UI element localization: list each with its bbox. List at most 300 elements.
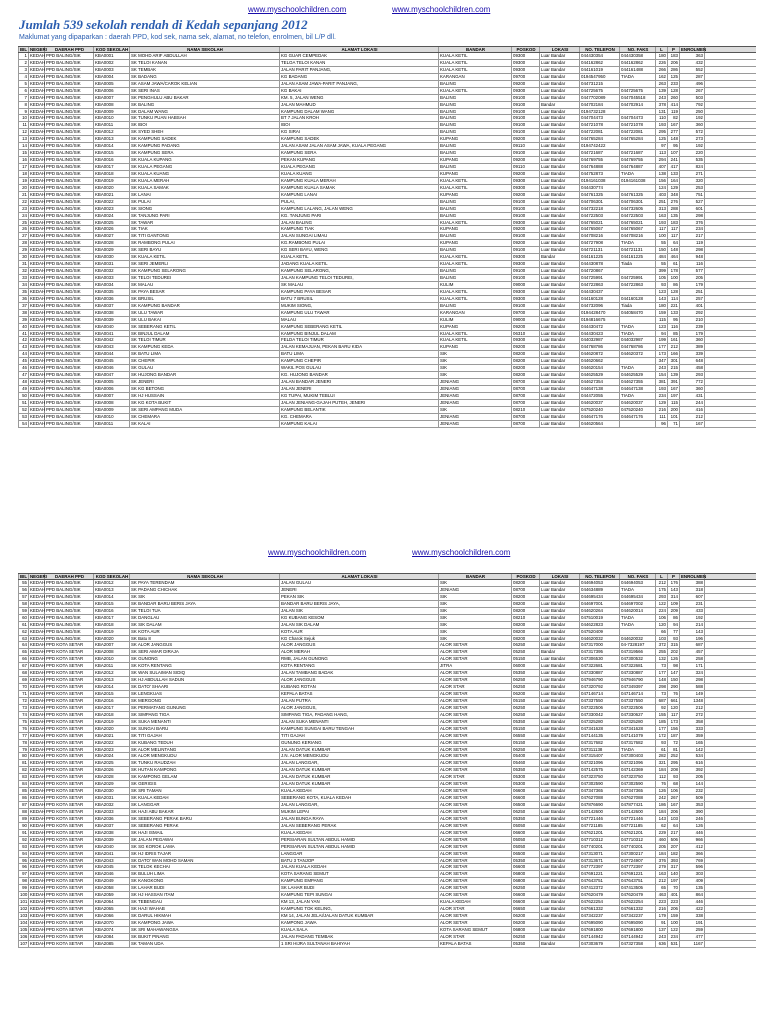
- table-row: [18, 386, 756, 393]
- table-cell: KEDAH: [30, 697, 46, 703]
- table-cell: JENIANG: [439, 587, 512, 593]
- table-cell: KG BAKAI: [280, 88, 439, 94]
- site-link[interactable]: www.myschoolchildren.com: [268, 548, 367, 557]
- table-cell: 399: [656, 268, 668, 274]
- table-cell: SK MALAU: [280, 282, 439, 288]
- table-cell: 133: [668, 171, 680, 177]
- table-cell: 389: [680, 344, 705, 350]
- table-cell: SK TELOI TUA: [130, 608, 280, 614]
- table-cell: PPD BALING/SIK: [45, 358, 94, 364]
- table-cell: KEDAH: [30, 836, 46, 842]
- table-cell: 044721687: [580, 150, 620, 156]
- table-cell: PPD BALING/SIK: [45, 351, 94, 357]
- table-cell: 06250: [512, 642, 540, 648]
- table-cell: 047412372: [580, 885, 620, 891]
- table-cell: PPD BALING/SIK: [45, 636, 94, 642]
- table-cell: 313: [656, 206, 668, 212]
- table-cell: PPD KOTA SETAR: [45, 844, 94, 850]
- table-cell: KEDAH: [30, 233, 46, 239]
- table-cell: KBA0018: [94, 622, 130, 628]
- table-cell: 06600: [512, 795, 540, 801]
- table-cell: KUALA KEDAH: [280, 788, 439, 794]
- table-cell: SK SIONG: [130, 206, 280, 212]
- table-cell: ALOR SETAR: [439, 781, 512, 787]
- table-cell: 06600: [512, 864, 540, 870]
- table-cell: 148: [668, 247, 680, 253]
- table-cell: 258: [680, 656, 705, 662]
- table-cell: 73: [656, 663, 668, 669]
- table-cell: SK KOTA RENTANG: [130, 663, 280, 669]
- table-cell: 0194428470: [580, 310, 620, 316]
- table-cell: 290: [668, 684, 680, 690]
- table-cell: 251: [656, 199, 668, 205]
- table-cell: 09100: [512, 109, 540, 115]
- table-row: [18, 226, 756, 233]
- table-cell: 044647138: [580, 386, 620, 392]
- table-cell: 044162862: [580, 60, 620, 66]
- table-cell: SK TUNKU RAUDZAH: [130, 760, 280, 766]
- table-cell: 06650: [512, 906, 540, 912]
- table-cell: 5: [18, 81, 29, 87]
- table-cell: SIK: [439, 351, 512, 357]
- table-cell: 09100: [512, 233, 540, 239]
- table-cell: 206: [668, 906, 680, 912]
- table-cell: 047319566: [620, 649, 656, 655]
- table-cell: Luar Bandar: [540, 670, 580, 676]
- table-cell: 86: [18, 795, 29, 801]
- table-cell: 117: [656, 226, 668, 232]
- table-cell: 044647138: [620, 386, 656, 392]
- table-cell: SK PADANG CHICHAK: [130, 587, 280, 593]
- column-header: POSKOD: [512, 47, 540, 52]
- table-cell: SK TAWAR: [130, 220, 280, 226]
- table-cell: 366: [680, 851, 705, 857]
- table-cell: BALING: [439, 143, 512, 149]
- table-cell: PPD BALING/SIK: [45, 275, 94, 281]
- table-row: [18, 136, 756, 143]
- table-cell: SK PAYA TERENDAM: [130, 580, 280, 586]
- table-cell: 047347365: [620, 788, 656, 794]
- table-cell: Luar Bandar: [540, 795, 580, 801]
- table-cell: 044708216: [620, 233, 656, 239]
- table-cell: SIK: [439, 365, 512, 371]
- table-cell: 298: [680, 213, 705, 219]
- site-link[interactable]: www.myschoolchildren.com: [412, 548, 511, 557]
- table-cell: TIADA: [620, 393, 656, 399]
- table-cell: 147: [668, 670, 680, 676]
- table-cell: 864: [680, 892, 705, 898]
- table-cell: SK TELOI KANAN: [130, 60, 280, 66]
- table-cell: KEDAH: [30, 739, 46, 745]
- table-cell: 792: [680, 102, 705, 108]
- table-cell: Luar Bandar: [540, 53, 580, 59]
- table-cell: 318: [680, 587, 705, 593]
- table-row: [18, 712, 756, 719]
- table-cell: Luar Bandar: [540, 143, 580, 149]
- table-cell: SK LENGKUAS: [130, 691, 280, 697]
- table-cell: PPD BALING/SIK: [45, 178, 94, 184]
- table-cell: 401: [668, 892, 680, 898]
- site-link[interactable]: www.myschoolchildren.com: [392, 5, 491, 14]
- table-cell: KUALA KETIL: [439, 88, 512, 94]
- table-cell: 824: [680, 164, 705, 170]
- table-cell: 81: [668, 747, 680, 753]
- table-cell: JALAN DATUK KUMBAR: [280, 747, 439, 753]
- table-cell: 205: [656, 844, 668, 850]
- table-cell: 266: [656, 67, 668, 73]
- table-cell: KBA0005: [94, 379, 130, 385]
- table-cell: KBA2038: [94, 830, 130, 836]
- table-cell: 215: [668, 365, 680, 371]
- table-cell: KM. 5, JALAN WENG: [280, 95, 439, 101]
- table-cell: KEDAH: [30, 115, 46, 121]
- table-cell: KBA0015: [94, 601, 130, 607]
- table-row: [18, 213, 756, 220]
- table-cell: 06800: [512, 878, 540, 884]
- table-cell: KBA0013: [94, 587, 130, 593]
- table-cell: KBA2023: [94, 747, 130, 753]
- table-cell: 96: [656, 421, 668, 427]
- table-cell: JALAN PADANG TEMBAK: [280, 934, 439, 940]
- table-cell: ALOR SETAR: [439, 733, 512, 739]
- table-cell: PPD KOTA SETAR: [45, 691, 94, 697]
- table-cell: BALING: [439, 164, 512, 170]
- table-cell: 282: [656, 753, 668, 759]
- table-cell: KEDAH: [30, 59, 46, 65]
- table-cell: 140: [668, 871, 680, 877]
- table-cell: Luar Bandar: [540, 629, 580, 635]
- table-cell: 55: [656, 261, 668, 267]
- table-cell: 047330887: [580, 670, 620, 676]
- table-cell: 047322681: [580, 663, 620, 669]
- table-cell: 06500: [512, 851, 540, 857]
- table-cell: 047142575: [580, 767, 620, 773]
- table-cell: 126: [668, 656, 680, 662]
- table-cell: 58: [18, 601, 29, 607]
- table-cell: 047721446: [620, 816, 656, 822]
- table-cell: Tiada: [620, 303, 656, 309]
- table-row: [18, 115, 756, 122]
- table-cell: KEDAH: [30, 288, 46, 294]
- table-cell: 432: [680, 60, 705, 66]
- table-cell: SK SERI AMAR DIRAJA: [130, 649, 280, 655]
- table-cell: 314: [668, 594, 680, 600]
- table-cell: TIADA: [620, 324, 656, 330]
- table-cell: PPD KOTA SETAR: [45, 760, 94, 766]
- table-row: [18, 649, 756, 656]
- table-cell: ALOR SETAR: [439, 858, 512, 864]
- table-cell: 184: [656, 767, 668, 773]
- table-row: [18, 407, 756, 414]
- table-cell: BALING: [439, 129, 512, 135]
- table-cell: 08700: [512, 421, 540, 427]
- table-cell: 50: [18, 393, 29, 399]
- table-cell: KAMPUNG DALAM WANG: [280, 109, 439, 115]
- table-cell: 178: [668, 268, 680, 274]
- table-cell: 044430774: [580, 185, 620, 191]
- table-cell: Luar Bandar: [540, 733, 580, 739]
- table-cell: 175: [656, 587, 668, 593]
- table-cell: Luar Bandar: [540, 67, 580, 73]
- table-cell: JALAN GULAU: [280, 580, 439, 586]
- table-cell: JENIANG: [439, 414, 512, 420]
- table-cell: 347: [656, 358, 668, 364]
- table-cell: 31: [18, 261, 29, 267]
- table-cell: KEDAH: [30, 892, 46, 898]
- table-cell: 123: [656, 289, 668, 295]
- table-cell: MALAU: [280, 317, 439, 323]
- table-cell: JALAN TAMBANG BADAK: [280, 670, 439, 676]
- table-cell: KEDAH: [30, 580, 46, 585]
- table-cell: 212: [680, 705, 705, 711]
- table-cell: 047302590: [620, 781, 656, 787]
- table-cell: 378: [656, 102, 668, 108]
- table-cell: KBA2065: [94, 906, 130, 912]
- table-cell: [620, 421, 656, 427]
- table-cell: SK ALOR MENGKUDU: [130, 753, 280, 759]
- table-cell: KBA0014: [94, 594, 130, 600]
- table-cell: 231: [680, 601, 705, 607]
- table-cell: 044725991: [620, 275, 656, 281]
- table-cell: SIK: [439, 629, 512, 635]
- table-cell: JALAN KEMAJUAN, PEKAN BARU KIDA: [280, 344, 439, 350]
- table-cell: 08200: [512, 601, 540, 607]
- table-cell: KUALA KETIL: [439, 296, 512, 302]
- column-header: L: [656, 47, 668, 52]
- table-row: [18, 656, 756, 663]
- table-cell: TIADA: [620, 171, 656, 177]
- table-row: [18, 310, 756, 317]
- table-cell: 192: [680, 115, 705, 121]
- table-cell: JALAN SEBERANG PERAK: [280, 823, 439, 829]
- table-cell: 155: [656, 712, 668, 718]
- table-cell: ALOR SETAR: [439, 795, 512, 801]
- table-cell: 73: [656, 691, 668, 697]
- table-cell: ALOR SETAR: [439, 656, 512, 662]
- table-cell: 044765067: [580, 226, 620, 232]
- table-cell: 601: [680, 206, 705, 212]
- table-row: [18, 296, 756, 303]
- table-cell: 047520240: [580, 407, 620, 413]
- table-cell: 044620264: [580, 608, 620, 614]
- table-cell: 044721131: [620, 247, 656, 253]
- table-cell: KBA2033: [94, 809, 130, 815]
- table-cell: 100: [668, 920, 680, 926]
- table-cell: 200: [668, 407, 680, 413]
- table-cell: 047330887: [620, 670, 656, 676]
- table-cell: ALOR JANGGUS: [280, 677, 439, 683]
- table-cell: 246: [680, 816, 705, 822]
- table-cell: KAMPUNG EMPANG: [280, 878, 439, 884]
- table-cell: KUALA SALA: [280, 927, 439, 933]
- table-cell: Luar Bandar: [540, 767, 580, 773]
- table-cell: 257: [680, 296, 705, 302]
- table-cell: 966: [680, 837, 705, 843]
- table-cell: ALOR SETAR: [439, 705, 512, 711]
- table-cell: 09100: [512, 275, 540, 281]
- table-cell: 191: [680, 920, 705, 926]
- table-cell: 30: [18, 254, 29, 260]
- table-cell: 9: [18, 109, 29, 115]
- table-cell: KEDAH: [30, 80, 46, 86]
- table-cell: 229: [656, 830, 668, 836]
- table-cell: JALAN DATUK KUMBAR: [280, 767, 439, 773]
- table-cell: KAMPUNG BELANTIK: [280, 407, 439, 413]
- column-header: POSKOD: [512, 574, 540, 579]
- table-cell: KEDAH: [30, 150, 46, 156]
- table-cell: KBA0002: [94, 60, 130, 66]
- table-cell: 293: [656, 594, 668, 600]
- table-cell: Luar Bandar: [540, 421, 580, 427]
- table-cell: 08700: [512, 400, 540, 406]
- table-cell: 047710312: [620, 837, 656, 843]
- table-cell: 044752873: [580, 171, 620, 177]
- table-cell: 76: [656, 781, 668, 787]
- table-cell: KBA2041: [94, 851, 130, 857]
- table-row: [18, 199, 756, 206]
- table-cell: KEDAH: [30, 191, 46, 197]
- table-cell: 101: [668, 414, 680, 420]
- table-cell: JENERI: [280, 587, 439, 593]
- table-cell: 09200: [512, 240, 540, 246]
- table-cell: SK HAJI ABU BAKAR: [130, 809, 280, 815]
- table-cell: Luar Bandar: [540, 809, 580, 815]
- site-link[interactable]: www.myschoolchildren.com: [248, 5, 347, 14]
- table-cell: PPD BALING/SIK: [45, 331, 94, 337]
- table-cell: 87: [18, 802, 29, 808]
- table-cell: ALOR SETAR: [439, 698, 512, 704]
- table-cell: 93: [656, 282, 668, 288]
- table-cell: 210: [680, 317, 705, 323]
- table-cell: SK LANAI: [130, 192, 280, 198]
- table-cell: 126: [680, 823, 705, 829]
- table-cell: 047322506: [620, 705, 656, 711]
- table-cell: 661: [668, 698, 680, 704]
- table-row: [18, 109, 756, 116]
- table-cell: 08200: [512, 358, 540, 364]
- table-cell: PPD BALING/SIK: [45, 601, 94, 607]
- table-cell: SK CHEMARA: [130, 414, 280, 420]
- table-cell: KEDAH: [30, 198, 46, 204]
- table-cell: 143: [656, 296, 668, 302]
- table-cell: SK SRI TAMAN: [130, 788, 280, 794]
- table-cell: 77: [668, 629, 680, 635]
- table-cell: 110: [656, 115, 668, 121]
- table-cell: 298: [680, 247, 705, 253]
- table-cell: KBA0045: [94, 358, 130, 364]
- table-cell: Luar Bandar: [540, 150, 580, 156]
- table-cell: PPD KOTA SETAR: [45, 747, 94, 753]
- table-cell: 376: [656, 858, 668, 864]
- table-cell: 047620479: [580, 892, 620, 898]
- table-cell: 044721078: [620, 122, 656, 128]
- table-cell: ALOR SETAR: [439, 740, 512, 746]
- table-cell: 047740201: [580, 844, 620, 850]
- table-cell: [620, 81, 656, 87]
- table-cell: 05350: [512, 858, 540, 864]
- column-header: NAMA SEKOLAH: [130, 574, 280, 579]
- table-cell: 09200: [512, 192, 540, 198]
- table-cell: 259: [680, 927, 705, 933]
- table-cell: KAMPUNG LANAI: [280, 192, 439, 198]
- table-cell: BATU LIMA: [280, 351, 439, 357]
- table-cell: 09100: [512, 199, 540, 205]
- table-cell: KEDAH: [30, 358, 46, 364]
- table-cell: 08200: [512, 629, 540, 635]
- table-cell: Luar Bandar: [540, 60, 580, 66]
- table-cell: Luar Bandar: [540, 587, 580, 593]
- table-cell: SK KUALA SAMAK: [130, 185, 280, 191]
- table-cell: 047520240: [620, 407, 656, 413]
- table-cell: SK KOTA AUR: [130, 629, 280, 635]
- table-cell: 477: [680, 934, 705, 940]
- table-cell: KBA2012: [94, 670, 130, 676]
- table-cell: ALOR SETAR: [439, 691, 512, 697]
- table-cell: 250: [680, 109, 705, 115]
- table-cell: Luar Bandar: [540, 372, 580, 378]
- table-cell: KEDAH: [30, 219, 46, 225]
- table-cell: 97: [18, 871, 29, 877]
- table-row: [18, 261, 756, 268]
- table-cell: 09200: [512, 157, 540, 163]
- table-row: [18, 289, 756, 296]
- table-cell: 06250: [512, 934, 540, 940]
- table-cell: 047325280: [580, 719, 620, 725]
- table-cell: 047520409: [580, 629, 620, 635]
- table-cell: Luar Bandar: [540, 816, 580, 822]
- table-cell: KEDAH: [30, 275, 46, 280]
- table-row: [18, 615, 756, 622]
- table-cell: KBA2028: [94, 774, 130, 780]
- table-cell: 047622254: [620, 899, 656, 905]
- table-cell: PPD BALING/SIK: [45, 109, 94, 115]
- table-cell: 348: [668, 192, 680, 198]
- table-cell: JALAN SIK: [280, 608, 439, 614]
- table-cell: PPD BALING/SIK: [45, 88, 94, 94]
- table-cell: 047710312: [580, 837, 620, 843]
- table-cell: KBA0016: [94, 608, 130, 614]
- table-cell: 63: [18, 636, 29, 642]
- table-row: [18, 102, 756, 109]
- table-cell: 044765067: [620, 226, 656, 232]
- table-cell: 08200: [512, 372, 540, 378]
- table-cell: KEDAH: [30, 885, 46, 891]
- table-cell: 73: [18, 705, 29, 711]
- table-cell: 372: [656, 642, 668, 648]
- table-cell: 358: [680, 719, 705, 725]
- table-cell: Luar Bandar: [540, 871, 580, 877]
- table-cell: ALOR SETAR: [439, 885, 512, 891]
- table-row: [18, 663, 756, 670]
- table-cell: SIK: [439, 594, 512, 600]
- table-cell: KBA0009: [94, 407, 130, 413]
- table-cell: PPD BALING/SIK: [45, 594, 94, 600]
- table-cell: TIADA: [620, 622, 656, 628]
- table-cell: KBA0022: [94, 199, 130, 205]
- table-cell: 044620154: [580, 365, 620, 371]
- table-cell: 044704473: [580, 115, 620, 121]
- table-cell: 044695434: [620, 594, 656, 600]
- table-cell: PPD KOTA SETAR: [45, 698, 94, 704]
- table-cell: 047661332: [620, 906, 656, 912]
- table-cell: 48: [18, 379, 29, 385]
- table-cell: SK KAMPUNG BANDAR: [130, 303, 280, 309]
- table-cell: 044727908: [580, 240, 620, 246]
- table-cell: Luar Bandar: [540, 636, 580, 642]
- table-cell: 277: [668, 129, 680, 135]
- table-cell: KEDAH: [30, 829, 46, 835]
- table-cell: 552: [680, 67, 705, 73]
